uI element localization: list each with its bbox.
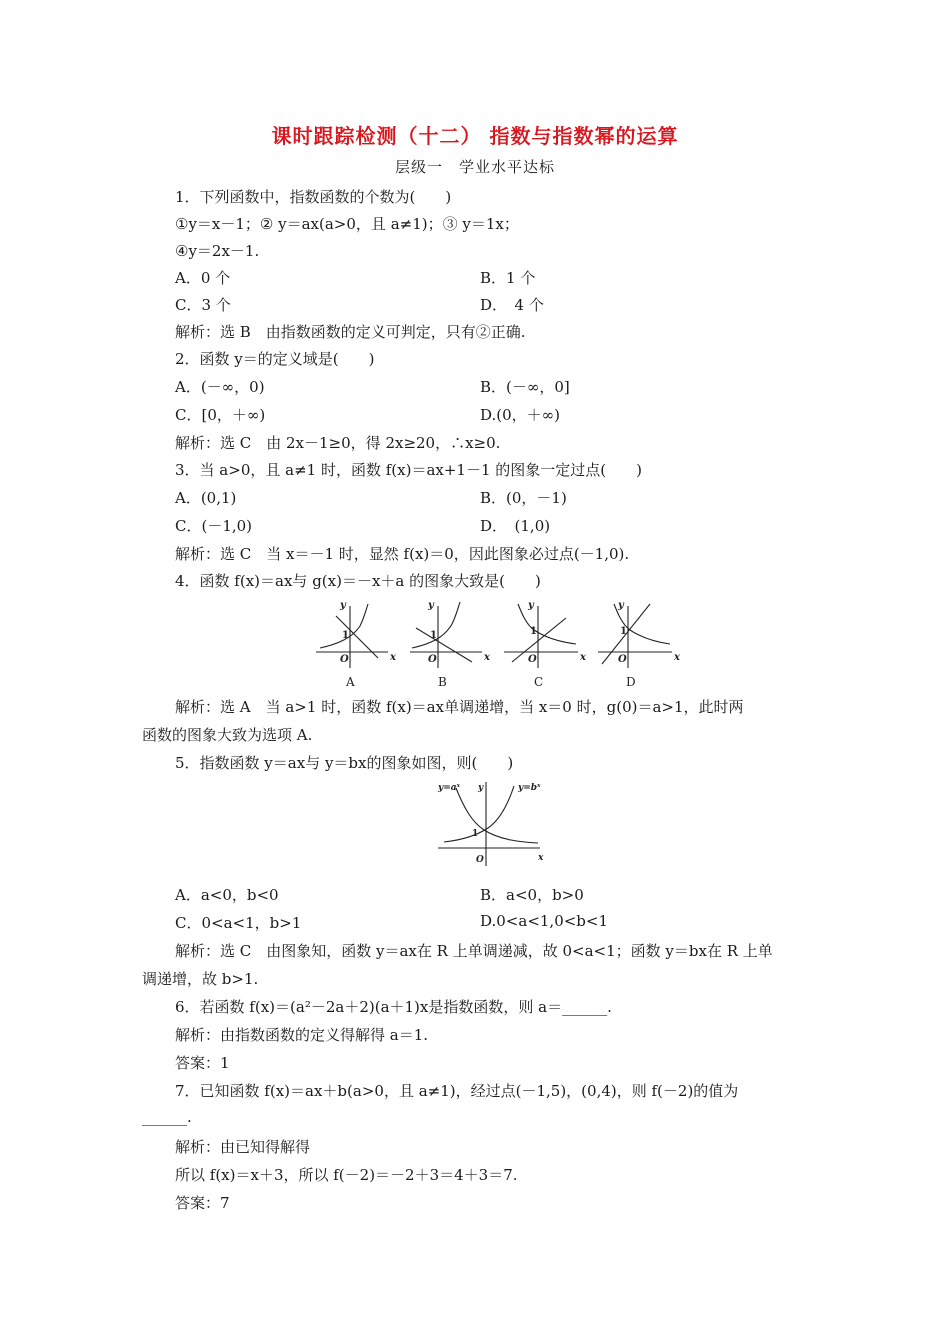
graph-label-c: C <box>534 675 544 689</box>
graph-a <box>316 604 388 668</box>
q5-graph <box>436 778 546 874</box>
q2-option-d: D.(0，＋∞) <box>480 406 561 424</box>
q1-option-a: A．0 个 <box>175 269 231 287</box>
graph-d-origin: O <box>618 654 627 665</box>
graph-c-axis-x: x <box>580 652 586 663</box>
q5-label-b: y=bˣ <box>518 783 541 793</box>
q6-analysis: 解析：由指数函数的定义得解得 a＝1. <box>175 1026 429 1044</box>
q2-analysis: 解析：选 C 由 2x－1≥0，得 2x≥20，∴x≥0. <box>175 434 501 452</box>
q7-analysis-1: 解析：由已知得解得 <box>175 1138 311 1156</box>
q3-stem: 3．当 a>0，且 a≠1 时，函数 f(x)＝ax+1－1 的图象一定过点( ) <box>175 461 642 479</box>
graph-c-axis-y: y <box>528 600 534 611</box>
q5-axis-x: x <box>538 853 544 863</box>
graph-a-one: 1 <box>342 630 349 641</box>
q7-analysis-2: 所以 f(x)＝x＋3，所以 f(－2)＝－2＋3＝4＋3＝7. <box>175 1166 518 1184</box>
q4-stem: 4．函数 f(x)＝ax与 g(x)＝－x＋a 的图象大致是( ) <box>175 572 541 590</box>
graph-c-one: 1 <box>530 626 537 637</box>
graph-label-b: B <box>438 675 447 689</box>
q2-option-a: A．(－∞，0) <box>175 378 265 396</box>
q1-items-2: ④y＝2x－1. <box>175 242 260 260</box>
graph-d-axis-y: y <box>618 600 624 611</box>
graph-d-one: 1 <box>620 626 627 637</box>
q2-option-b: B．(－∞，0] <box>480 378 570 396</box>
q7-stem-1: 7．已知函数 f(x)＝ax＋b(a>0，且 a≠1)，经过点(－1,5)，(0,4)，则 f(－2)的值为 <box>175 1082 739 1100</box>
graph-b-origin: O <box>428 654 437 665</box>
graph-a-origin: O <box>340 654 349 665</box>
q5-graph-svg <box>436 778 546 874</box>
q3-option-c: C．(－1,0) <box>175 517 253 535</box>
q4-analysis-1: 解析：选 A 当 a>1 时，函数 f(x)＝ax单调递增，当 x＝0 时，g(0)＝a>1，此时两 <box>175 698 744 716</box>
q1-option-d: D． 4 个 <box>480 296 544 314</box>
q4-graphs <box>308 598 708 690</box>
q3-option-a: A．(0,1) <box>175 489 237 507</box>
q1-analysis: 解析：选 B 由指数函数的定义可判定，只有②正确. <box>175 323 526 341</box>
graph-c-origin: O <box>528 654 537 665</box>
graph-b-axis-y: y <box>428 600 434 611</box>
q5-origin: O <box>476 855 484 865</box>
q1-items-1: ①y＝x－1；② y＝ax(a>0，且 a≠1)；③ y＝1x； <box>175 215 519 233</box>
q5-option-c: C．0<a<1，b>1 <box>175 914 302 932</box>
graph-b <box>410 602 482 668</box>
q4-graph-set <box>308 598 708 690</box>
q2-option-c: C．[0，＋∞) <box>175 406 266 424</box>
graph-label-a: A <box>346 675 355 689</box>
graph-label-d: D <box>626 675 636 689</box>
q5-analysis-2: 调递增，故 b>1. <box>142 970 259 988</box>
q7-answer: 答案：7 <box>175 1194 230 1212</box>
q7-stem-2: ______. <box>142 1108 192 1126</box>
q5-stem: 5．指数函数 y＝ax与 y＝bx的图象如图，则( ) <box>175 754 514 772</box>
q5-option-d: D.0<a<1,0<b<1 <box>480 912 609 930</box>
q1-option-c: C．3 个 <box>175 296 231 314</box>
q2-stem: 2．函数 y＝的定义域是( ) <box>175 350 375 368</box>
level-heading: 层级一 学业水平达标 <box>394 158 555 176</box>
graph-d-axis-x: x <box>674 652 680 663</box>
q5-option-b: B．a<0，b>0 <box>480 886 584 904</box>
q5-analysis-1: 解析：选 C 由图象知，函数 y＝ax在 R 上单调递减，故 0<a<1；函数 y＝bx在 R 上单 <box>175 942 773 960</box>
graph-a-axis-y: y <box>340 600 346 611</box>
q1-option-b: B．1 个 <box>480 269 536 287</box>
q5-option-a: A．a<0，b<0 <box>175 886 279 904</box>
graph-b-axis-x: x <box>484 652 490 663</box>
graph-b-one: 1 <box>430 630 437 641</box>
q3-analysis: 解析：选 C 当 x＝－1 时，显然 f(x)＝0，因此图象必过点(－1,0). <box>175 545 630 563</box>
q6-stem: 6．若函数 f(x)＝(a²－2a＋2)(a＋1)x是指数函数，则 a＝______. <box>175 998 612 1016</box>
graph-d <box>598 604 672 668</box>
graph-c <box>504 604 578 668</box>
q5-label-a: y=aˣ <box>438 783 460 793</box>
q1-stem: 1．下列函数中，指数函数的个数为( ) <box>175 188 452 206</box>
q5-one: 1 <box>472 829 479 839</box>
q3-option-b: B．(0，－1) <box>480 489 567 507</box>
q5-axis-y: y <box>478 783 484 793</box>
q6-answer: 答案：1 <box>175 1054 230 1072</box>
q3-option-d: D． (1,0) <box>480 517 551 535</box>
q4-analysis-2: 函数的图象大致为选项 A. <box>142 726 313 744</box>
page-title: 课时跟踪检测（十二） 指数与指数幂的运算 <box>271 124 679 148</box>
graph-a-axis-x: x <box>390 652 396 663</box>
